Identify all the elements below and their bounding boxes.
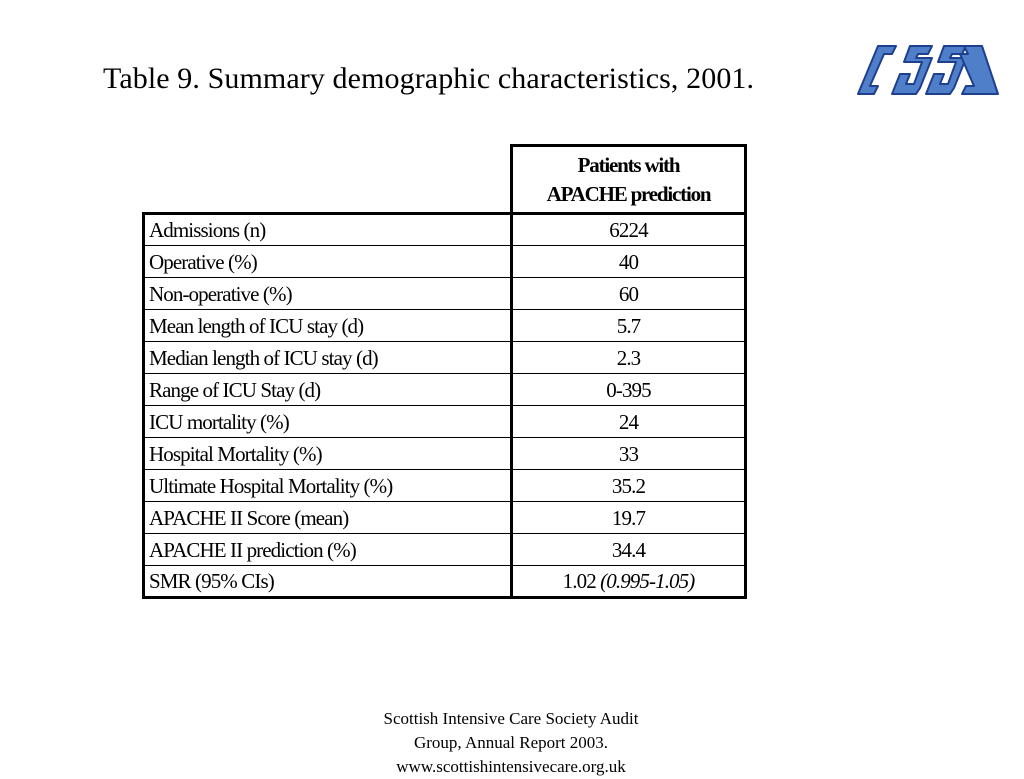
table-row-apache-score [144, 502, 746, 534]
table-header-row [144, 146, 746, 214]
demographics-table [142, 144, 747, 599]
table-row-median-los [144, 342, 746, 374]
row-value: 0-395 [512, 374, 746, 406]
table-row-operative [144, 246, 746, 278]
row-label: Median length of ICU stay (d) [144, 342, 512, 374]
row-label: Operative (%) [144, 246, 512, 278]
row-label: ICU mortality (%) [144, 406, 512, 438]
row-label: Admissions (n) [144, 214, 512, 246]
table-row-mean-los [144, 310, 746, 342]
row-label: APACHE II prediction (%) [144, 534, 512, 566]
column-header-line-2: APACHE prediction [546, 181, 711, 206]
table-row-ultimate-hospital-mortality [144, 470, 746, 502]
footer-line-3: www.scottishintensivecare.org.uk [396, 757, 626, 776]
sics-logo [852, 40, 1000, 98]
footer-line-2: Group, Annual Report 2003. [413, 733, 609, 752]
table-row-smr [144, 566, 746, 598]
row-value: 2.3 [512, 342, 746, 374]
row-label: SMR (95% CIs) [144, 566, 512, 598]
smr-value: 1.02 [562, 569, 596, 593]
row-value: 6224 [512, 214, 746, 246]
row-value: 35.2 [512, 470, 746, 502]
page-title: Table 9. Summary demographic characteristics, 2001. [103, 62, 755, 95]
table-row-apache-prediction [144, 534, 746, 566]
row-label: Non-operative (%) [144, 278, 512, 310]
row-value: 40 [512, 246, 746, 278]
table-row-hospital-mortality [144, 438, 746, 470]
row-value: 34.4 [512, 534, 746, 566]
footer-line-1: Scottish Intensive Care Society Audit [383, 709, 639, 728]
column-header-line-1: Patients with [577, 152, 680, 177]
row-label: APACHE II Score (mean) [144, 502, 512, 534]
table-row-range-los [144, 374, 746, 406]
row-value: 5.7 [512, 310, 746, 342]
column-header-patients-apache [512, 146, 746, 214]
row-label: Mean length of ICU stay (d) [144, 310, 512, 342]
table-row-non-operative [144, 278, 746, 310]
table-row-icu-mortality [144, 406, 746, 438]
row-value-smr [512, 566, 746, 598]
smr-confidence-interval: (0.995-1.05) [600, 569, 695, 593]
row-label: Hospital Mortality (%) [144, 438, 512, 470]
source-footer [340, 707, 682, 779]
row-label: Range of ICU Stay (d) [144, 374, 512, 406]
row-value: 19.7 [512, 502, 746, 534]
row-value: 60 [512, 278, 746, 310]
row-value: 24 [512, 406, 746, 438]
row-value: 33 [512, 438, 746, 470]
table-row-admissions [144, 214, 746, 246]
row-label: Ultimate Hospital Mortality (%) [144, 470, 512, 502]
empty-header-cell [144, 146, 512, 214]
